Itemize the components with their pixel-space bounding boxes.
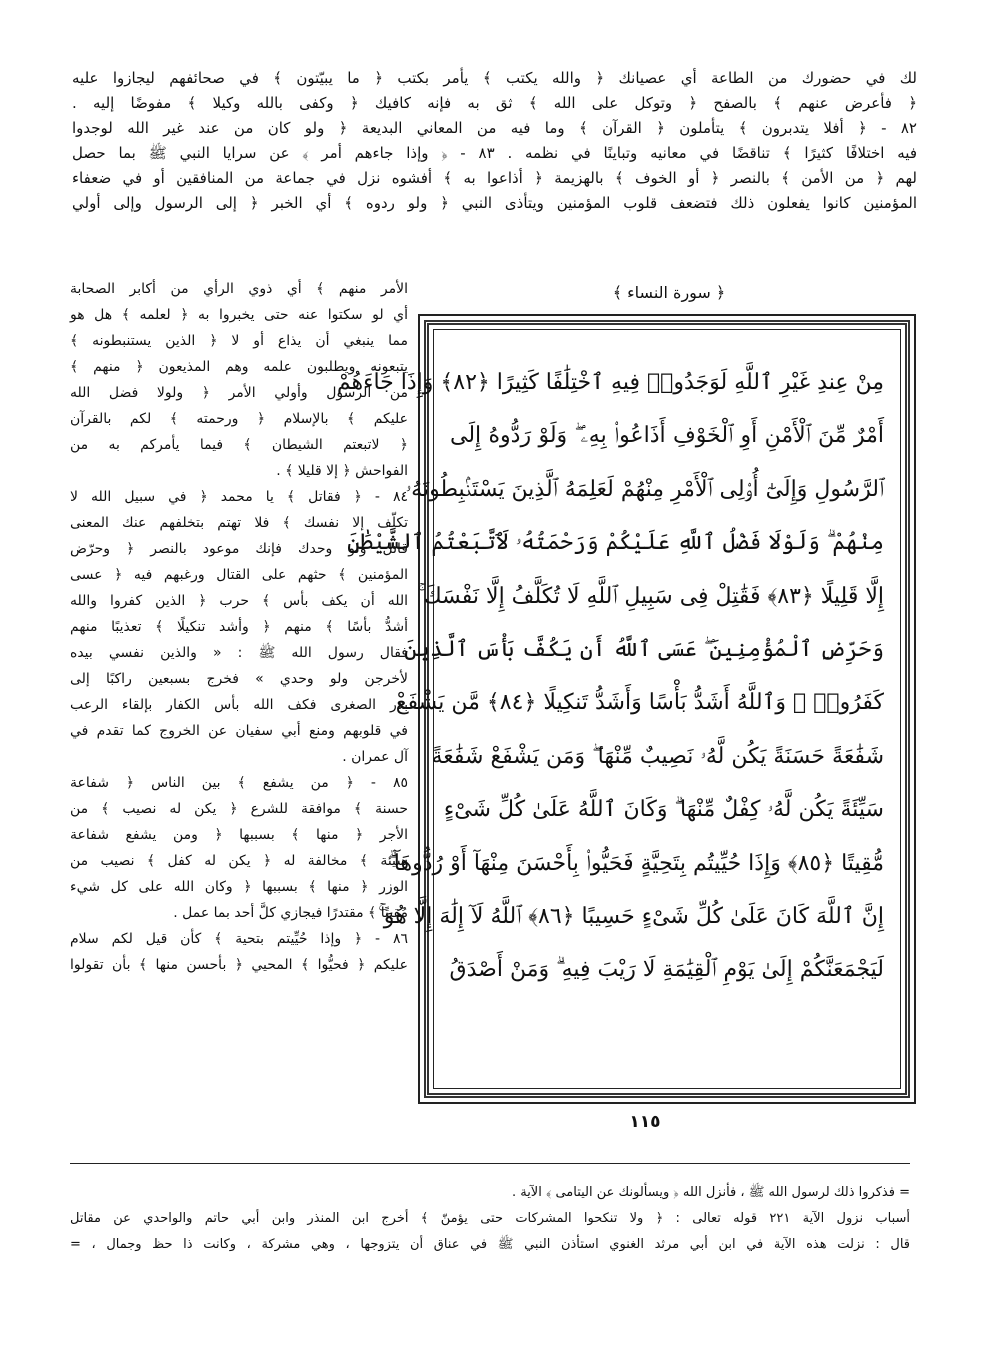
commentary-line: لهم ﴿ من الأمن ﴾ بالنصر ﴿ أو الخوف ﴾ بالهزيمة ﴿ أذاعوا به ﴾ أفشوه نزل في جماعة من المنافقين أو في ضعفاء xyxy=(72,169,917,187)
side-commentary-line: تكلّف إلا نفسك ﴾ فلا تهتم بتخلفهم عنك المعنى xyxy=(70,515,408,531)
side-commentary-line: يتبعونه ويطلبون علمه وهم المذيعون ﴿ منهم ﴾ xyxy=(70,359,408,375)
side-commentary-line: حسنة ﴾ موافقة للشرع ﴿ يكن له نصيب ﴾ من xyxy=(70,801,408,817)
side-commentary-line: سيئة ﴾ مخالفة له ﴿ يكن له كفل ﴾ نصيب من xyxy=(70,853,408,869)
side-commentary-line: فقال رسول الله ﷺ : « والذين نفسي بيده xyxy=(70,645,408,661)
quran-line: كَفَرُوا۟ ۚ وَٱللَّهُ أَشَدُّ بَأْسًا وَأَشَدُّ تَنكِيلًا ﴿٨٤﴾ مَّن يَشْفَعْ xyxy=(395,690,884,716)
quran-line: مِنْ عِندِ غَيْرِ ٱللَّهِ لَوَجَدُوا۟ فِيهِ ٱخْتِلَٰفًا كَثِيرًا ﴿٨٢﴾ وَإِذَا جَآءَهُمْ xyxy=(336,370,884,395)
side-commentary-line: ٨٤ - ﴿ فقاتل ﴾ يا محمد ﴿ في سبيل الله لا xyxy=(70,489,408,505)
quran-line: إِنَّ ٱللَّهَ كَانَ عَلَىٰ كُلِّ شَىْءٍ حَسِيبًا ﴿٨٦﴾ ٱللَّهُ لَآ إِلَٰهَ إِلَّا هُوَ ۚ xyxy=(378,903,884,929)
side-commentary-line: الوزر ﴿ منها ﴾ بسببها ﴿ وكان الله على كل شيء xyxy=(70,879,408,895)
surah-title: ﴿ سورة النساء ﴾ xyxy=(612,283,726,302)
quran-line: شَفَٰعَةً حَسَنَةً يَكُن لَّهُۥ نَصِيبٌ مِّنْهَا ۖ وَمَن يَشْفَعْ شَفَٰعَةً xyxy=(431,743,884,769)
side-commentary-line: الفواحش ﴿ إلا قليلا ﴾ . xyxy=(276,463,408,479)
side-commentary-line: قاتل ولو وحدك فإنك موعود بالنصر ﴿ وحرّض xyxy=(70,541,408,557)
side-commentary xyxy=(70,276,408,978)
footnotes xyxy=(70,1180,910,1258)
footnote-line: أسباب نزول الآية ٢٢١ قوله تعالى : ﴿ ولا تنكحوا المشركات حتى يؤمنّ ﴾ أخرج ابن المنذر وابن أبي حاتم والواحدي عن مقاتل xyxy=(70,1211,910,1226)
quran-line: أَمْرٌ مِّنَ ٱلْأَمْنِ أَوِ ٱلْخَوْفِ أَذَاعُوا۟ بِهِۦ ۖ وَلَوْ رَدُّوهُ إِلَى xyxy=(450,423,884,449)
side-commentary-line: بدر الصغرى فكف الله بأس الكفار بإلقاء الرعب xyxy=(70,697,408,713)
side-commentary-line: الله أن يكف بأس ﴾ حرب ﴿ الذين كفروا والله xyxy=(70,593,408,609)
commentary-line: المؤمنين كانوا يفعلون ذلك فتضعف قلوب المؤمنين ويتأذى النبي ﴿ ولو ردوه ﴾ أي الخبر ﴿ إلى الرسول وإلى أولي xyxy=(72,194,917,212)
side-commentary-line: المؤمنين ﴾ حثهم على القتال ورغبهم فيه ﴿ عسى xyxy=(70,567,408,583)
footnote-line: = فذكروا ذلك لرسول الله ﷺ ، فأنزل الله ﴿ ويسألونك عن اليتامى ﴾ الآية . xyxy=(511,1185,910,1200)
side-commentary-line: مُقيتًا ﴾ مقتدرًا فيجازي كلَّ أحد بما عمل . xyxy=(173,905,408,921)
quran-line: مُّقِيتًا ﴿٨٥﴾ وَإِذَا حُيِّيتُم بِتَحِيَّةٍ فَحَيُّوا۟ بِأَحْسَنَ مِنْهَآ أَوْ رُدُّوهَآ ۗ xyxy=(388,850,884,876)
page-number: ١١٥ xyxy=(629,1112,661,1132)
top-commentary xyxy=(72,66,917,216)
side-commentary-line: أي لو سكتوا عنه حتى يخبروا به ﴿ لعلمه ﴾ هل هو xyxy=(70,307,408,323)
commentary-line: ﴿ فأعرض عنهم ﴾ بالصفح ﴿ وتوكل على الله ﴾ ثق به فإنه كافيك ﴿ وكفى بالله وكيلا ﴾ مفوضًا إليه . xyxy=(72,94,917,112)
side-commentary-line: ﴿ لاتبعتم الشيطان ﴾ فيما يأمركم به من xyxy=(70,437,408,453)
commentary-line: فيه اختلافًا كثيرًا ﴾ تناقضًا في معانيه وتباينًا في نظمه . ٨٣ - ﴿ وإذا جاءهم أمر ﴾ عن سرايا النبي ﷺ بما حصل xyxy=(72,144,917,162)
commentary-line: لك في حضورك من الطاعة أي عصيانك ﴿ والله يكتب ﴾ يأمر بكتب ﴿ ما يبيّتون ﴾ في صحائفهم ليجازوا عليه xyxy=(72,69,917,87)
side-commentary-line: من الرسول وأولي الأمر ﴿ ولولا فضل الله xyxy=(70,385,408,401)
quran-line: مِنْهُمْ ۗ وَلَوْلَا فَضْلُ ٱللَّهِ عَلَيْكُمْ وَرَحْمَتُهُۥ لَٱتَّبَعْتُمُ ٱلشَّيْطَٰنَ xyxy=(347,530,884,556)
side-commentary-line: مما ينبغي أن يذاع أو لا ﴿ الذين يستنبطونه ﴾ xyxy=(70,333,408,349)
side-commentary-line: الأمر منهم ﴾ أي ذوي الرأي من أكابر الصحابة xyxy=(70,281,408,297)
quran-line: إِلَّا قَلِيلًا ﴿٨٣﴾ فَقَٰتِلْ فِى سَبِيلِ ٱللَّهِ لَا تُكَلَّفُ إِلَّا نَفْسَكَ ۚ xyxy=(418,583,884,609)
side-commentary-line: لأخرجن ولو وحدي » فخرج بسبعين راكبًا إلى xyxy=(70,671,408,687)
quran-line: سَيِّئَةً يَكُن لَّهُۥ كِفْلٌ مِّنْهَا ۗ وَكَانَ ٱللَّهُ عَلَىٰ كُلِّ شَىْءٍ xyxy=(443,797,884,823)
quran-line: ٱلرَّسُولِ وَإِلَىٰٓ أُو۟لِى ٱلْأَمْرِ مِنْهُمْ لَعَلِمَهُ ٱلَّذِينَ يَسْتَنۢبِطُونَهُۥ xyxy=(405,476,884,502)
quran-line: وَحَرِّضِ ٱلْمُؤْمِنِينَ ۖ عَسَى ٱللَّهُ أَن يَكُفَّ بَأْسَ ٱلَّذِينَ xyxy=(404,636,884,662)
side-commentary-line: عليكم ﴿ فحيُّوا ﴾ المحيي ﴿ بأحسن منها ﴾ بأن تقولوا xyxy=(70,957,408,973)
side-commentary-line: ٨٦ - ﴿ وإذا حُيِّيتم بتحية ﴾ كأن قيل لكم سلام xyxy=(70,931,408,947)
footnote-line: قال : نزلت هذه الآية في ابن أبي مرثد الغنوي استأذن النبي ﷺ في عناق أن يتزوجها ، وهي مشركة ، وكانت ذا حظ وجمال ، = xyxy=(70,1237,910,1252)
footnote-divider xyxy=(70,1163,910,1164)
side-commentary-line: أشدُّ بأسًا ﴾ منهم ﴿ وأشد تنكيلًا ﴾ تعذيبًا منهم xyxy=(70,619,408,635)
side-commentary-line: ٨٥ - ﴿ من يشفع ﴾ بين الناس ﴿ شفاعة xyxy=(70,775,408,791)
commentary-line: ٨٢ - ﴿ أفلا يتدبرون ﴾ يتأملون ﴿ القرآن ﴾ وما فيه من المعاني البديعة ﴿ ولو كان من عند غير الله لوجدوا xyxy=(72,119,917,137)
side-commentary-line: آل عمران . xyxy=(342,749,408,765)
side-commentary-line: عليكم ﴾ بالإسلام ﴿ ورحمته ﴾ لكم بالقرآن xyxy=(70,411,408,427)
side-commentary-line: في قلوبهم ومنع أبي سفيان عن الخروج كما تقدم في xyxy=(70,723,408,739)
side-commentary-line: الأجر ﴿ منها ﴾ بسببها ﴿ ومن يشفع شفاعة xyxy=(70,827,408,843)
quran-line: لَيَجْمَعَنَّكُمْ إِلَىٰ يَوْمِ ٱلْقِيَٰمَةِ لَا رَيْبَ فِيهِ ۗ وَمَنْ أَصْدَقُ xyxy=(449,957,884,983)
